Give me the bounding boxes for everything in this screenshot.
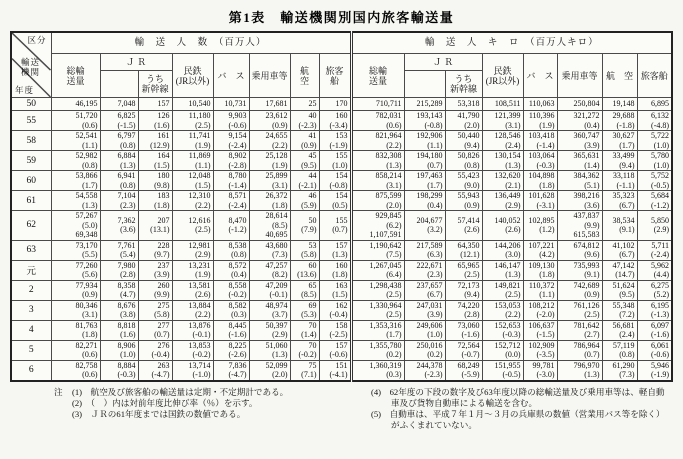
column-header-shinkansen-right: うち 新幹線: [445, 71, 482, 98]
value-cell: 11,869 (1.1): [172, 151, 213, 171]
value-cell: 73,170 (5.5): [51, 240, 100, 260]
value-cell: 6,825 (-1.5): [100, 111, 138, 131]
value-cell: 153 (-1.9): [319, 131, 351, 151]
value-cell: 55,943 (0.9): [445, 191, 482, 211]
value-cell: 7,362 (3.6): [100, 211, 138, 241]
jr-merged-cell-left: [100, 71, 138, 98]
value-cell: 13,581 (2.6): [172, 280, 213, 300]
value-cell: 26,372 (1.8): [249, 191, 290, 211]
value-cell: 398,216 (3.6): [557, 191, 602, 211]
value-cell: 23,612 (0.9): [249, 111, 290, 131]
value-cell: 25,899 (3.1): [249, 171, 290, 191]
corner-label-kubun: 区分: [27, 35, 47, 45]
column-header-bus-right: バ ス: [523, 54, 557, 98]
value-cell: 9,903 (-0.6): [213, 111, 249, 131]
value-cell: 126 (1.6): [138, 111, 172, 131]
value-cell: 6,097 (-1.6): [637, 320, 672, 340]
value-cell: 25: [290, 98, 319, 111]
value-cell: 5,684 (-1.2): [637, 191, 672, 211]
value-cell: 6,884 (1.3): [100, 151, 138, 171]
note-line: (1) 航空及び旅客船の輸送量は定期・不定期計である。: [72, 386, 289, 397]
year-cell: 58: [11, 131, 51, 151]
table-row: [11, 320, 672, 340]
year-cell: 62: [11, 211, 51, 241]
year-cell: 50: [11, 98, 51, 111]
footnotes-right-column: [371, 387, 671, 431]
value-cell: 275 (5.8): [138, 300, 172, 320]
column-header-mintetsu-right: 民鉄 (JR以外): [482, 54, 523, 98]
value-cell: 55,423 (9.0): [445, 171, 482, 191]
value-cell: 437,837 (9.9) 615,583: [557, 211, 602, 241]
value-cell: 796,970 (1.3): [557, 360, 602, 381]
value-cell: 43,680 (7.3): [249, 240, 290, 260]
value-cell: 222,671 (2.3): [404, 260, 445, 280]
value-cell: 69 (5.3): [290, 300, 319, 320]
value-cell: 194,180 (0.7): [404, 151, 445, 171]
value-cell: 136,449 (2.9): [482, 191, 523, 211]
value-cell: 8,902 (-2.8): [213, 151, 249, 171]
value-cell: 7,980 (2.8): [100, 260, 138, 280]
note-line: (2) （ ）内は対前年度比伸び率（％）を示す。: [72, 397, 258, 408]
value-cell: 57,414 (2.6): [445, 211, 482, 241]
value-cell: 41,102 (6.7): [602, 240, 637, 260]
value-cell: 47,257 (8.2): [249, 260, 290, 280]
value-cell: 99,781 (-3.0): [523, 360, 557, 381]
value-cell: 8,906 (1.0): [100, 340, 138, 360]
value-cell: 144,206 (3.0): [482, 240, 523, 260]
value-cell: 5,946 (-1.9): [637, 360, 672, 381]
table-row: [11, 260, 672, 280]
value-cell: 217,589 (6.3): [404, 240, 445, 260]
value-cell: 250,016 (0.2): [404, 340, 445, 360]
value-cell: 152,712 (0.0): [482, 340, 523, 360]
value-cell: 761,126 (2.5): [557, 300, 602, 320]
value-cell: 7,836 (-4.7): [213, 360, 249, 381]
value-cell: 52,541 (1.1): [51, 131, 100, 151]
value-cell: 13,876 (-0.1): [172, 320, 213, 340]
table-row: [11, 151, 672, 171]
value-cell: 72,564 (-0.7): [445, 340, 482, 360]
table-row: [11, 300, 672, 320]
jr-merged-cell-right: [404, 71, 445, 98]
corner-label-nendo: 年度: [15, 85, 35, 95]
value-cell: 8,884 (-0.3): [100, 360, 138, 381]
value-cell: 228 (9.7): [138, 240, 172, 260]
value-cell: 1,190,642 (7.5): [351, 240, 404, 260]
value-cell: 19,148: [602, 98, 637, 111]
year-cell: 2: [11, 280, 51, 300]
value-cell: 104,898 (1.8): [523, 171, 557, 191]
value-cell: 12,616 (2.5): [172, 211, 213, 241]
value-cell: 38,534 (9.1): [602, 211, 637, 241]
value-cell: 237,657 (6.7): [404, 280, 445, 300]
value-cell: 8,676 (3.8): [100, 300, 138, 320]
group-header-passengers: 輸 送 人 数 （百万人）: [51, 32, 351, 54]
value-cell: 57,267 (5.0) 69,348: [51, 211, 100, 241]
table-header: [11, 32, 672, 98]
value-cell: 13,884 (2.2): [172, 300, 213, 320]
value-cell: 140,052 (2.6): [482, 211, 523, 241]
value-cell: 41,790 (2.0): [445, 111, 482, 131]
value-cell: 154 (-0.8): [319, 171, 351, 191]
value-cell: 65,965 (2.5): [445, 260, 482, 280]
value-cell: 108,212 (-2.0): [523, 300, 557, 320]
year-cell: 63: [11, 240, 51, 260]
value-cell: 277 (0.7): [138, 320, 172, 340]
value-cell: 160 (1.8): [319, 260, 351, 280]
value-cell: 56,681 (2.4): [602, 320, 637, 340]
column-header-car-right: 乗用車等: [557, 54, 602, 98]
value-cell: 163 (1.5): [319, 280, 351, 300]
value-cell: 1,353,316 (1.7): [351, 320, 404, 340]
value-cell: 48,974 (3.7): [249, 300, 290, 320]
year-cell: 59: [11, 151, 51, 171]
value-cell: 8,582 (0.3): [213, 300, 249, 320]
value-cell: 64,350 (12.1): [445, 240, 482, 260]
transport-statistics-table: [10, 31, 673, 382]
value-cell: 5,780 (1.0): [637, 151, 672, 171]
value-cell: 70 (-0.2): [290, 340, 319, 360]
column-header-total-left: 総輸 送量: [51, 54, 100, 98]
value-cell: 180 (9.8): [138, 171, 172, 191]
table-row: [11, 171, 672, 191]
table-row: [11, 340, 672, 360]
value-cell: 82,271 (0.6): [51, 340, 100, 360]
value-cell: 157 (-0.6): [319, 340, 351, 360]
year-cell: 3: [11, 300, 51, 320]
value-cell: 28,614 (8.5) 40,695: [249, 211, 290, 241]
value-cell: 102,909 (-3.5): [523, 340, 557, 360]
value-cell: 55,348 (7.2): [602, 300, 637, 320]
value-cell: 45 (9.5): [290, 151, 319, 171]
value-cell: 8,558 (-0.2): [213, 280, 249, 300]
value-cell: 360,747 (3.9): [557, 131, 602, 151]
value-cell: 742,689 (0.9): [557, 280, 602, 300]
year-cell: 5: [11, 340, 51, 360]
value-cell: 77,260 (5.6): [51, 260, 100, 280]
value-cell: 8,818 (1.6): [100, 320, 138, 340]
value-cell: 80,346 (3.1): [51, 300, 100, 320]
value-cell: 6,061 (-0.6): [637, 340, 672, 360]
value-cell: 7,104 (2.3): [100, 191, 138, 211]
value-cell: 132,620 (2.1): [482, 171, 523, 191]
value-cell: 61,290 (7.3): [602, 360, 637, 381]
value-cell: 710,711: [351, 98, 404, 111]
value-cell: 11,180 (2.5): [172, 111, 213, 131]
value-cell: 832,308 (1.3): [351, 151, 404, 171]
value-cell: 51,060 (1.3): [249, 340, 290, 360]
value-cell: 1,360,319 (0.3): [351, 360, 404, 381]
value-cell: 10,731: [213, 98, 249, 111]
value-cell: 13,714 (-1.0): [172, 360, 213, 381]
note-line: (3) ＪＲの61年度までは国鉄の数値である。: [72, 408, 246, 419]
value-cell: 8,358 (4.7): [100, 280, 138, 300]
value-cell: 53 (5.8): [290, 240, 319, 260]
corner-cell: [11, 32, 51, 98]
value-cell: 51,624 (9.5): [602, 280, 637, 300]
value-cell: 57,119 (0.8): [602, 340, 637, 360]
table-row: [11, 211, 672, 241]
year-cell: 元: [11, 260, 51, 280]
value-cell: 6,195 (-1.3): [637, 300, 672, 320]
value-cell: 5,722 (1.0): [637, 131, 672, 151]
value-cell: 164 (1.5): [138, 151, 172, 171]
value-cell: 365,631 (1.4): [557, 151, 602, 171]
value-cell: 44 (-2.1): [290, 171, 319, 191]
value-cell: 1,330,964 (2.5): [351, 300, 404, 320]
value-cell: 46 (5.9): [290, 191, 319, 211]
value-cell: 50,826 (0.8): [445, 151, 482, 171]
value-cell: 101,628 (-3.1): [523, 191, 557, 211]
note-line: (5) 自動車は、平成７年１月～３月の兵庫県の数値（営業用バス等を除く）がふくまれていない。: [371, 408, 665, 430]
value-cell: 6,941 (0.8): [100, 171, 138, 191]
value-cell: 29,688 (-1.8): [602, 111, 637, 131]
table-row: [11, 131, 672, 151]
table-row: [11, 98, 672, 111]
value-cell: 108,511: [482, 98, 523, 111]
value-cell: 8,538 (0.8): [213, 240, 249, 260]
corner-label-kikan: 輸送 機関: [21, 57, 41, 77]
value-cell: 65 (8.5): [290, 280, 319, 300]
value-cell: 109,130 (1.8): [523, 260, 557, 280]
column-header-air-left: 航 空: [290, 54, 319, 98]
value-cell: 6,132 (-4.8): [637, 111, 672, 131]
table-row: [11, 280, 672, 300]
value-cell: 384,362 (5.1): [557, 171, 602, 191]
column-header-ship-left: 旅客船: [319, 54, 351, 98]
value-cell: 7,048: [100, 98, 138, 111]
column-header-ship-right: 旅客船: [637, 54, 672, 98]
group-header-passenger-km: 輸 送 人 キ ロ （百万人キロ）: [351, 32, 672, 54]
value-cell: 50,397 (2.9): [249, 320, 290, 340]
table-row: [11, 191, 672, 211]
value-cell: 149,821 (2.5): [482, 280, 523, 300]
value-cell: 33,499 (9.4): [602, 151, 637, 171]
value-cell: 13,231 (1.9): [172, 260, 213, 280]
year-cell: 55: [11, 111, 51, 131]
value-cell: 103,418 (-1.4): [523, 131, 557, 151]
value-cell: 153,053 (2.2): [482, 300, 523, 320]
value-cell: 73,060 (-1.6): [445, 320, 482, 340]
value-cell: 30,627 (1.7): [602, 131, 637, 151]
value-cell: 52,099 (2.0): [249, 360, 290, 381]
value-cell: 77,934 (0.9): [51, 280, 100, 300]
value-cell: 50 (7.9): [290, 211, 319, 241]
value-cell: 25,128 (1.9): [249, 151, 290, 171]
value-cell: 46,195: [51, 98, 100, 111]
value-cell: 52,982 (0.8): [51, 151, 100, 171]
table-row: [11, 360, 672, 381]
value-cell: 162 (-0.4): [319, 300, 351, 320]
value-cell: 929,845 (6.2) 1,107,591: [351, 211, 404, 241]
value-cell: 41 (0.9): [290, 131, 319, 151]
column-header-air-right: 航 空: [602, 54, 637, 98]
value-cell: 35,323 (6.7): [602, 191, 637, 211]
value-cell: 155 (0.7): [319, 211, 351, 241]
value-cell: 8,445 (-1.6): [213, 320, 249, 340]
year-cell: 6: [11, 360, 51, 381]
value-cell: 158 (-2.5): [319, 320, 351, 340]
column-header-bus-left: バ ス: [213, 54, 249, 98]
value-cell: 12,310 (2.2): [172, 191, 213, 211]
value-cell: 9,154 (-2.4): [213, 131, 249, 151]
column-header-car-left: 乗用車等: [249, 54, 290, 98]
value-cell: 193,143 (-0.8): [404, 111, 445, 131]
value-cell: 858,214 (3.1): [351, 171, 404, 191]
value-cell: 5,711 (-2.4): [637, 240, 672, 260]
value-cell: 40 (-2.3): [290, 111, 319, 131]
value-cell: 50,440 (9.4): [445, 131, 482, 151]
value-cell: 1,355,780 (0.2): [351, 340, 404, 360]
value-cell: 81,763 (1.8): [51, 320, 100, 340]
value-cell: 47,142 (14.7): [602, 260, 637, 280]
value-cell: 170: [319, 98, 351, 111]
value-cell: 12,048 (1.5): [172, 171, 213, 191]
value-cell: 74,220 (2.8): [445, 300, 482, 320]
value-cell: 151 (-4.1): [319, 360, 351, 381]
table-row: [11, 240, 672, 260]
table-body: [11, 98, 672, 381]
value-cell: 51,720 (0.6): [51, 111, 100, 131]
value-cell: 204,677 (3.2): [404, 211, 445, 241]
value-cell: 121,399 (3.1): [482, 111, 523, 131]
value-cell: 198,299 (0.4): [404, 191, 445, 211]
value-cell: 207 (13.1): [138, 211, 172, 241]
value-cell: 146,147 (1.3): [482, 260, 523, 280]
value-cell: 157 (1.3): [319, 240, 351, 260]
year-cell: 61: [11, 191, 51, 211]
value-cell: 5,752 (-0.5): [637, 171, 672, 191]
value-cell: 130,154 (1.3): [482, 151, 523, 171]
value-cell: 106,637 (-1.5): [523, 320, 557, 340]
value-cell: 244,378 (-2.3): [404, 360, 445, 381]
value-cell: 110,063: [523, 98, 557, 111]
value-cell: 155 (1.0): [319, 151, 351, 171]
value-cell: 215,289: [404, 98, 445, 111]
value-cell: 107,221 (4.2): [523, 240, 557, 260]
value-cell: 128,546 (2.4): [482, 131, 523, 151]
value-cell: 781,642 (2.7): [557, 320, 602, 340]
value-cell: 735,993 (9.1): [557, 260, 602, 280]
value-cell: 8,572 (0.4): [213, 260, 249, 280]
value-cell: 8,470 (-1.2): [213, 211, 249, 241]
value-cell: 70 (1.4): [290, 320, 319, 340]
value-cell: 102,895 (1.2): [523, 211, 557, 241]
value-cell: 5,962 (4.4): [637, 260, 672, 280]
value-cell: 247,031 (3.9): [404, 300, 445, 320]
value-cell: 875,599 (2.0): [351, 191, 404, 211]
value-cell: 24,655 (2.2): [249, 131, 290, 151]
value-cell: 250,804: [557, 98, 602, 111]
value-cell: 53,866 (1.7): [51, 171, 100, 191]
value-cell: 72,173 (9.4): [445, 280, 482, 300]
value-cell: 821,964 (2.2): [351, 131, 404, 151]
value-cell: 6,895: [637, 98, 672, 111]
value-cell: 237 (3.9): [138, 260, 172, 280]
value-cell: 6,797 (0.8): [100, 131, 138, 151]
value-cell: 13,853 (-0.2): [172, 340, 213, 360]
value-cell: 6,275 (5.2): [637, 280, 672, 300]
value-cell: 160 (-3.4): [319, 111, 351, 131]
value-cell: 7,761 (5.4): [100, 240, 138, 260]
value-cell: 53,318: [445, 98, 482, 111]
value-cell: 11,741 (1.9): [172, 131, 213, 151]
value-cell: 103,064 (-0.3): [523, 151, 557, 171]
value-cell: 260 (9.9): [138, 280, 172, 300]
value-cell: 110,372 (1.1): [523, 280, 557, 300]
value-cell: 8,571 (-2.4): [213, 191, 249, 211]
value-cell: 321,272 (0.4): [557, 111, 602, 131]
value-cell: 152,653 (-0.3): [482, 320, 523, 340]
year-cell: 4: [11, 320, 51, 340]
value-cell: 197,463 (1.7): [404, 171, 445, 191]
value-cell: 1,267,045 (6.4): [351, 260, 404, 280]
column-header-mintetsu-left: 民鉄 (JR以外): [172, 54, 213, 98]
value-cell: 276 (-0.4): [138, 340, 172, 360]
value-cell: 12,981 (2.9): [172, 240, 213, 260]
value-cell: 1,298,438 (2.5): [351, 280, 404, 300]
page-title: 第1表 輸送機関別国内旅客輸送量: [228, 10, 455, 25]
value-cell: 154 (0.5): [319, 191, 351, 211]
value-cell: 192,906 (1.1): [404, 131, 445, 151]
value-cell: 157: [138, 98, 172, 111]
column-header-total-right: 総輸 送量: [351, 54, 404, 98]
value-cell: 782,031 (0.6): [351, 111, 404, 131]
notes-prefix: 注: [54, 386, 63, 397]
footnotes: [54, 387, 673, 431]
value-cell: 10,540: [172, 98, 213, 111]
value-cell: 33,118 (-1.1): [602, 171, 637, 191]
value-cell: 68,249 (-5.9): [445, 360, 482, 381]
column-header-shinkansen-left: うち 新幹線: [138, 71, 172, 98]
footnotes-left-column: [72, 387, 357, 431]
value-cell: 674,812 (9.6): [557, 240, 602, 260]
value-cell: 786,964 (0.7): [557, 340, 602, 360]
value-cell: 110,396 (1.9): [523, 111, 557, 131]
value-cell: 60 (13.6): [290, 260, 319, 280]
note-line: (4) 62年度の下段の数字及び63年度以降の総輸送量及び乗用車等は、軽自動車及び貨物自動車による輸送を含む。: [371, 386, 665, 408]
value-cell: 151,955 (-0.5): [482, 360, 523, 381]
table-row: [11, 111, 672, 131]
value-cell: 82,758 (0.6): [51, 360, 100, 381]
value-cell: 161 (12.9): [138, 131, 172, 151]
value-cell: 75 (7.1): [290, 360, 319, 381]
value-cell: 5,850 (2.9): [637, 211, 672, 241]
value-cell: 263 (-4.7): [138, 360, 172, 381]
column-header-jr-right: Ｊ Ｒ: [404, 54, 482, 71]
value-cell: 183 (1.8): [138, 191, 172, 211]
value-cell: 8,225 (-2.6): [213, 340, 249, 360]
value-cell: 249,606 (1.0): [404, 320, 445, 340]
year-cell: 60: [11, 171, 51, 191]
value-cell: 17,681: [249, 98, 290, 111]
value-cell: 54,558 (1.3): [51, 191, 100, 211]
value-cell: 8,780 (-1.4): [213, 171, 249, 191]
value-cell: 47,209 (-0.1): [249, 280, 290, 300]
column-header-jr-left: Ｊ Ｒ: [100, 54, 172, 71]
